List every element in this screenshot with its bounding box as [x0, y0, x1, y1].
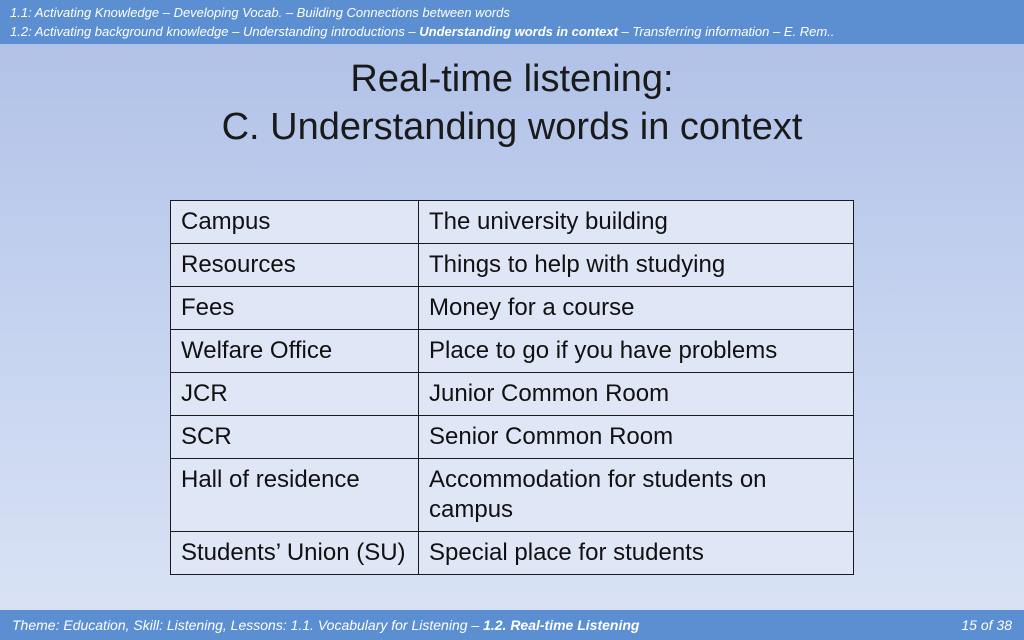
term-cell: Resources	[171, 244, 419, 287]
definition-cell: Things to help with studying	[419, 244, 854, 287]
definition-cell: Special place for students	[419, 532, 854, 575]
table-row	[171, 201, 854, 244]
definition-cell: Junior Common Room	[419, 373, 854, 416]
definition-cell: Place to go if you have problems	[419, 330, 854, 373]
term-cell: Students’ Union (SU)	[171, 532, 419, 575]
breadcrumb-line-2	[10, 22, 1024, 41]
breadcrumb-line-2-prefix: 1.2: Activating background knowledge – Understanding introductions –	[10, 24, 420, 39]
table-row	[171, 459, 854, 532]
definition-cell: The university building	[419, 201, 854, 244]
table-row	[171, 287, 854, 330]
breadcrumb-current-step: Understanding words in context	[419, 24, 618, 39]
page-number: 15 of 38	[961, 617, 1012, 633]
definition-cell: Senior Common Room	[419, 416, 854, 459]
breadcrumb-line-1: 1.1: Activating Knowledge – Developing Vocab. – Building Connections between words	[10, 5, 510, 20]
footer-theme-prefix: Theme: Education, Skill: Listening, Lessons: 1.1. Vocabulary for Listening –	[12, 617, 484, 633]
definition-cell: Accommodation for students on campus	[419, 459, 854, 532]
slide-title-line-1: Real-time listening:	[350, 58, 674, 100]
term-cell: SCR	[171, 416, 419, 459]
footer-current-lesson: 1.2. Real-time Listening	[483, 617, 640, 633]
footer-theme	[12, 617, 639, 633]
vocabulary-table	[170, 200, 854, 575]
table-row	[171, 244, 854, 287]
term-cell: JCR	[171, 373, 419, 416]
table-row	[171, 373, 854, 416]
table-row	[171, 416, 854, 459]
definition-cell: Money for a course	[419, 287, 854, 330]
slide-title	[0, 55, 1024, 151]
term-cell: Campus	[171, 201, 419, 244]
breadcrumb-line-2-suffix: – Transferring information – E. Rem..	[617, 24, 835, 39]
lesson-breadcrumb-bar	[0, 0, 1024, 44]
table-row	[171, 330, 854, 373]
slide-footer	[0, 610, 1024, 640]
term-cell: Fees	[171, 287, 419, 330]
slide-title-line-2: C. Understanding words in context	[221, 106, 803, 148]
term-cell: Hall of residence	[171, 459, 419, 532]
term-cell: Welfare Office	[171, 330, 419, 373]
table-row	[171, 532, 854, 575]
